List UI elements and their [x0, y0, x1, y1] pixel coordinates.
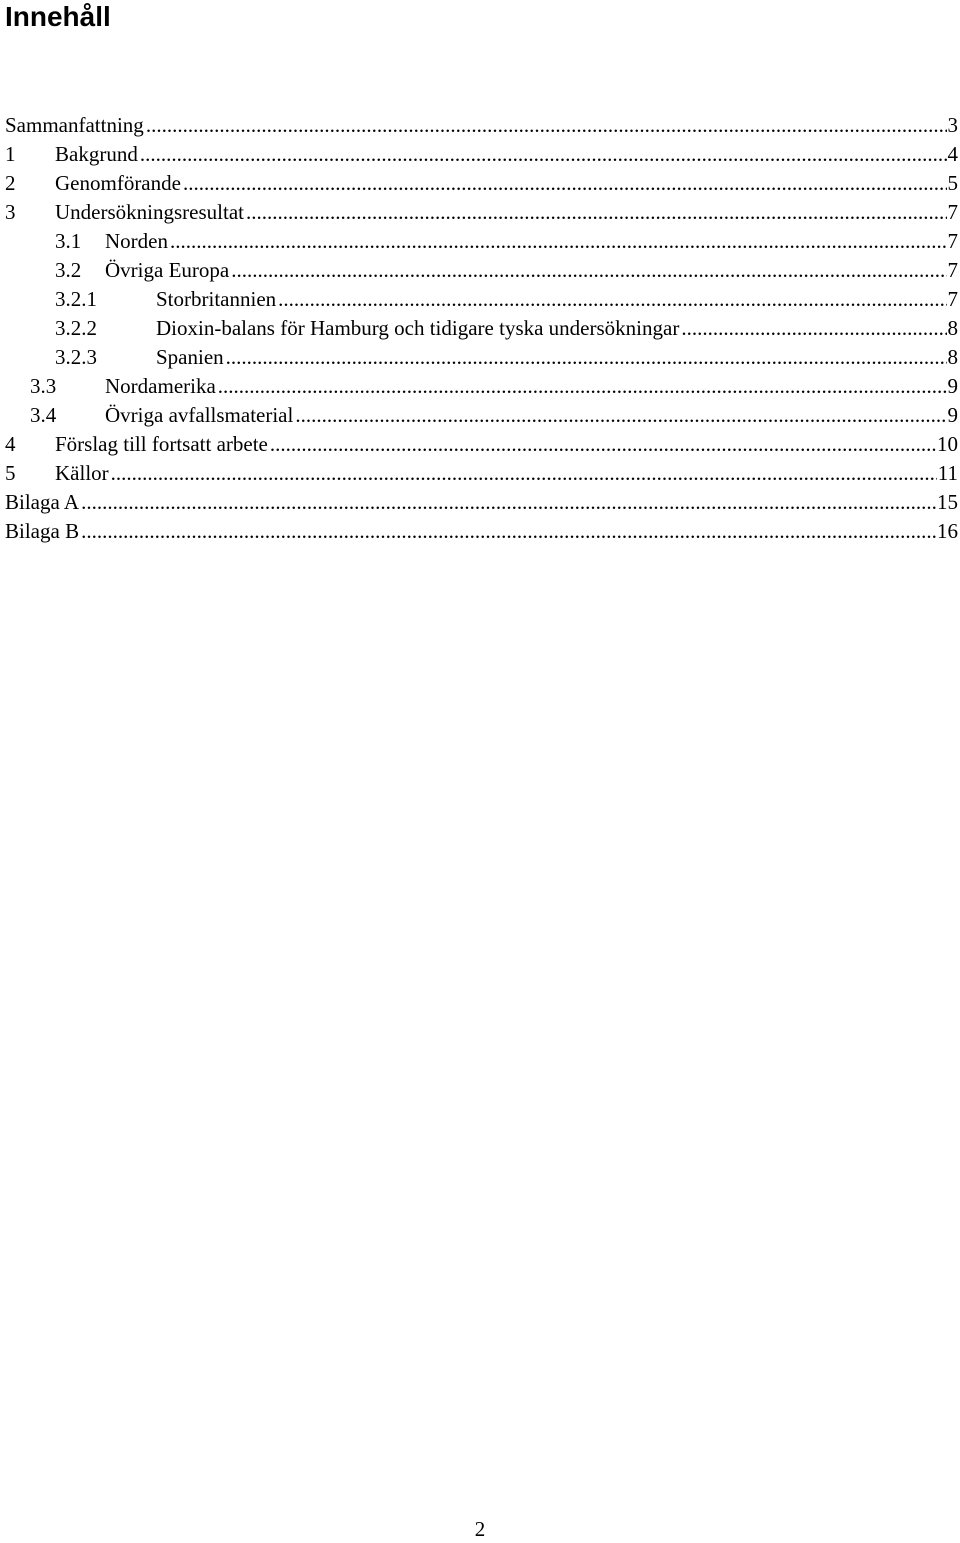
- toc-entry-page: 16: [936, 517, 960, 546]
- toc-entry-page: 3: [947, 111, 960, 140]
- toc-entry-storbritannien[interactable]: [0, 285, 960, 314]
- toc-leader-dots: [81, 517, 936, 546]
- toc-leader-dots: [246, 198, 947, 227]
- toc-leader-dots: [170, 227, 947, 256]
- toc-leader-dots: [295, 401, 946, 430]
- toc-leader-dots: [218, 372, 947, 401]
- toc-leader-dots: [270, 430, 936, 459]
- toc-entry-nordamerika[interactable]: [0, 372, 960, 401]
- toc-entry-genomforande[interactable]: [0, 169, 960, 198]
- toc-entry-bilaga-b[interactable]: [0, 517, 960, 546]
- page-title: Innehåll: [5, 1, 111, 32]
- toc-entry-sammanfattning[interactable]: [0, 111, 960, 140]
- toc-leader-dots: [226, 343, 947, 372]
- toc-entry-number: 3.1: [55, 229, 82, 253]
- toc-entry-label: Övriga avfallsmaterial: [105, 403, 294, 427]
- toc-entry-kallor[interactable]: [0, 459, 960, 488]
- toc-leader-dots: [111, 459, 937, 488]
- toc-entry-label: Bilaga B: [5, 519, 80, 543]
- toc-entry-ovriga-avfallsmaterial[interactable]: [0, 401, 960, 430]
- toc-entry-undersokningsresultat[interactable]: [0, 198, 960, 227]
- toc-entry-page: 4: [947, 140, 960, 169]
- toc-entry-label: Källor: [55, 461, 109, 485]
- toc-entry-number: 3.2.1: [55, 287, 97, 311]
- toc-entry-number: 1: [5, 142, 16, 166]
- toc-leader-dots: [231, 256, 946, 285]
- toc-entry-label: Sammanfattning: [5, 113, 144, 137]
- toc-entry-label: Genomförande: [55, 171, 181, 195]
- toc-entry-page: 15: [936, 488, 960, 517]
- toc-entry-number: 3.2.3: [55, 345, 97, 369]
- toc-entry-number: 3.2: [55, 258, 82, 282]
- toc-entry-label: Spanien: [156, 345, 224, 369]
- toc-entry-number: 3.2.2: [55, 316, 97, 340]
- toc-entry-number: 2: [5, 171, 16, 195]
- toc-entry-page: 8: [947, 343, 960, 372]
- toc-entry-number: 5: [5, 461, 16, 485]
- toc-entry-forslag[interactable]: [0, 430, 960, 459]
- toc-entry-page: 11: [937, 459, 960, 488]
- toc-entry-label: Bakgrund: [55, 142, 138, 166]
- toc-entry-ovriga-europa[interactable]: [0, 256, 960, 285]
- toc-entry-page: 7: [947, 285, 960, 314]
- page-number: 2: [474, 1517, 486, 1541]
- toc-entry-number: 4: [5, 432, 16, 456]
- toc-leader-dots: [146, 111, 947, 140]
- toc-entry-spanien[interactable]: [0, 343, 960, 372]
- toc-entry-page: 7: [947, 198, 960, 227]
- toc-entry-page: 5: [947, 169, 960, 198]
- toc-entry-number: 3.3: [30, 374, 57, 398]
- toc-entry-bakgrund[interactable]: [0, 140, 960, 169]
- toc-entry-label: Nordamerika: [105, 374, 216, 398]
- toc-entry-norden[interactable]: [0, 227, 960, 256]
- toc-entry-label: Bilaga A: [5, 490, 80, 514]
- toc-entry-label: Undersökningsresultat: [55, 200, 244, 224]
- toc-entry-page: 9: [947, 372, 960, 401]
- toc-entry-page: 9: [947, 401, 960, 430]
- toc-entry-number: 3.4: [30, 403, 57, 427]
- toc-leader-dots: [278, 285, 946, 314]
- toc-leader-dots: [681, 314, 946, 343]
- toc-entry-page: 7: [947, 227, 960, 256]
- toc-entry-page: 10: [936, 430, 960, 459]
- toc-leader-dots: [183, 169, 947, 198]
- toc-entry-number: 3: [5, 200, 16, 224]
- toc-entry-bilaga-a[interactable]: [0, 488, 960, 517]
- toc-entry-page: 8: [947, 314, 960, 343]
- table-of-contents: [0, 111, 960, 546]
- toc-entry-label: Norden: [105, 229, 168, 253]
- toc-entry-label: Övriga Europa: [105, 258, 230, 282]
- toc-entry-page: 7: [947, 256, 960, 285]
- toc-entry-label: Dioxin-balans för Hamburg och tidigare tyska undersökningar: [156, 316, 680, 340]
- toc-leader-dots: [81, 488, 936, 517]
- toc-entry-label: Förslag till fortsatt arbete: [55, 432, 268, 456]
- toc-leader-dots: [140, 140, 947, 169]
- toc-entry-label: Storbritannien: [156, 287, 277, 311]
- toc-entry-dioxin-balans[interactable]: [0, 314, 960, 343]
